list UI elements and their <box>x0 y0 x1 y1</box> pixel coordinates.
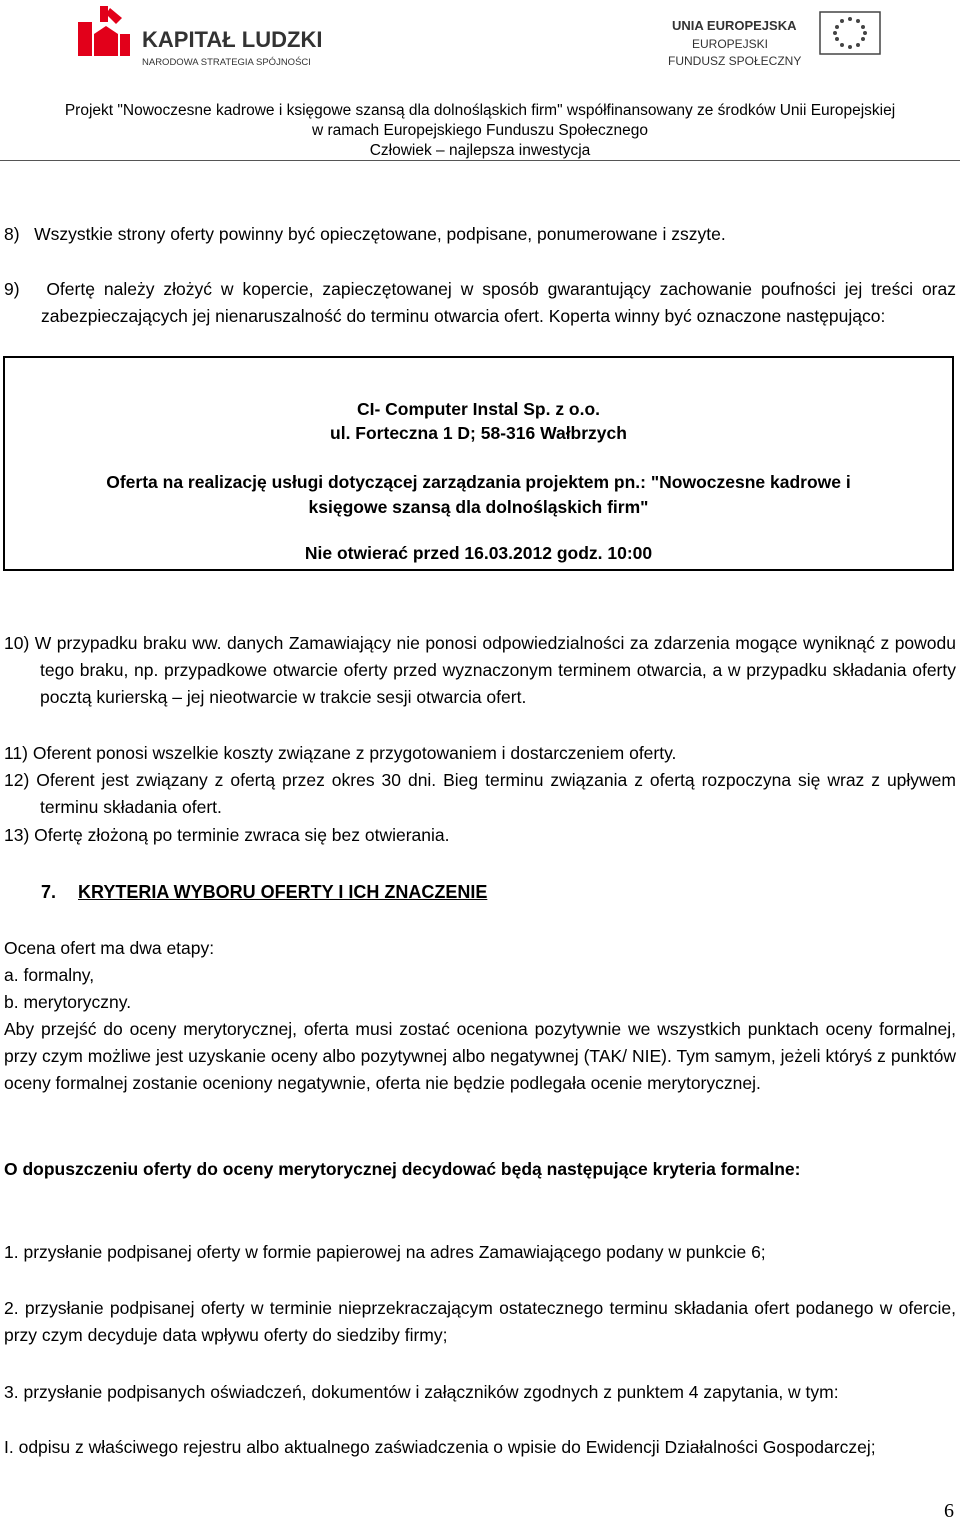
criterion-3: 3. przysłanie podpisanych oświadczeń, dokumentów i załączników zgodnych z punktem 4 zapytania, w tym: <box>4 1382 839 1402</box>
formal-criteria-heading: O dopuszczeniu oferty do oceny merytorycznej decydować będą następujące kryteria formalne: <box>4 1159 801 1179</box>
item-12: 12) Oferent jest związany z ofertą przez okres 30 dni. Bieg terminu związania z ofertą rozpoczyna się wraz z upływem terminu składania ofert. <box>4 770 956 817</box>
item-10: 10) W przypadku braku ww. danych Zamawiający nie ponosi odpowiedzialności za zdarzenia mogące wyniknąć z powodu tego braku, np. przypadkowe otwarcie oferty przed wyznaczonym terminem otwarcia, a w przypadku składania oferty pocztą kurierską – jej nieotwarcie w trakcie sesji otwarcia ofert. <box>4 633 956 707</box>
section-7-title: KRYTERIA WYBORU OFERTY I ICH ZNACZENIE <box>78 882 488 902</box>
project-header-line-3: Człowiek – najlepsza inwestycja <box>369 142 591 159</box>
section-7-number: 7. <box>41 882 57 902</box>
eu-logo-line1: UNIA EUROPEJSKA <box>672 18 797 33</box>
item-13: 13) Ofertę złożoną po terminie zwraca się bez otwierania. <box>4 825 450 845</box>
logo-left-title: KAPITAŁ LUDZKI <box>142 27 323 52</box>
stage-b: b. merytoryczny. <box>4 992 132 1012</box>
envelope-address: ul. Forteczna 1 D; 58-316 Wałbrzych <box>330 423 627 443</box>
envelope-do-not-open: Nie otwierać przed 16.03.2012 godz. 10:00 <box>304 543 653 563</box>
page-number: 6 <box>944 1500 954 1522</box>
eu-flag-icon <box>820 12 880 54</box>
project-header-line-1: Projekt "Nowoczesne kadrowe i księgowe szansą dla dolnośląskich firm" współfinansowany ze środków Unii Europejskiej <box>64 102 896 119</box>
kapital-ludzki-emblem-icon <box>78 6 130 56</box>
eu-logo-line3: FUNDUSZ SPOŁECZNY <box>668 54 802 68</box>
envelope-offer-line-2: księgowe szansą dla dolnośląskich firm" <box>308 497 649 517</box>
eu-logo <box>592 8 882 74</box>
section-7-heading <box>41 878 487 906</box>
kapital-ludzki-logo <box>76 4 346 74</box>
header-divider <box>0 160 960 161</box>
item-8: 8) Wszystkie strony oferty powinny być opieczętowane, podpisane, ponumerowane i zszyte. <box>4 224 726 244</box>
logo-left-subtitle: NARODOWA STRATEGIA SPÓJNOŚCI <box>142 57 311 68</box>
formal-assessment-paragraph: Aby przejść do oceny merytorycznej, oferta musi zostać oceniona pozytywnie we wszystkich punktach oceny formalnej, przy czym możliwe jest uzyskanie oceny albo pozytywnej albo negatywnej (TAK/ NIE). Tym samym, jeżeli któryś z punktów oceny formalnej zostanie oceniony negatywnie, oferta nie będzie podlegała ocenie merytorycznej. <box>4 1019 956 1093</box>
envelope-label-box <box>3 356 954 571</box>
envelope-company: CI- Computer Instal Sp. z o.o. <box>356 399 601 419</box>
item-11: 11) Oferent ponosi wszelkie koszty związane z przygotowaniem i dostarczeniem oferty. <box>4 743 677 763</box>
criterion-3-i: I. odpisu z właściwego rejestru albo aktualnego zaświadczenia o wpisie do Ewidencji Działalności Gospodarczej; <box>4 1437 876 1457</box>
criterion-1: 1. przysłanie podpisanej oferty w formie papierowej na adres Zamawiającego podany w punkcie 6; <box>4 1242 766 1262</box>
criterion-2: 2. przysłanie podpisanej oferty w terminie nieprzekraczającym ostatecznego terminu składania ofert podanego w ofercie, przy czym decyduje data wpływu oferty do siedziby firmy; <box>4 1298 956 1345</box>
project-header <box>0 101 960 161</box>
eu-logo-line2: EUROPEJSKI <box>692 37 769 51</box>
stages-intro: Ocena ofert ma dwa etapy: <box>4 938 215 958</box>
envelope-offer-line-1: Oferta na realizację usługi dotyczącej zarządzania projektem pn.: "Nowoczesne kadrowe i <box>106 472 851 492</box>
item-9: 9) Ofertę należy złożyć w kopercie, zapieczętowanej w sposób gwarantujący zachowanie poufności jej treści oraz zabezpieczających jej nienaruszalność do terminu otwarcia ofert. Koperta winny być oznaczone następująco: <box>4 279 956 326</box>
project-header-line-2: w ramach Europejskiego Funduszu Społecznego <box>311 122 649 139</box>
stage-a: a. formalny, <box>4 965 95 985</box>
